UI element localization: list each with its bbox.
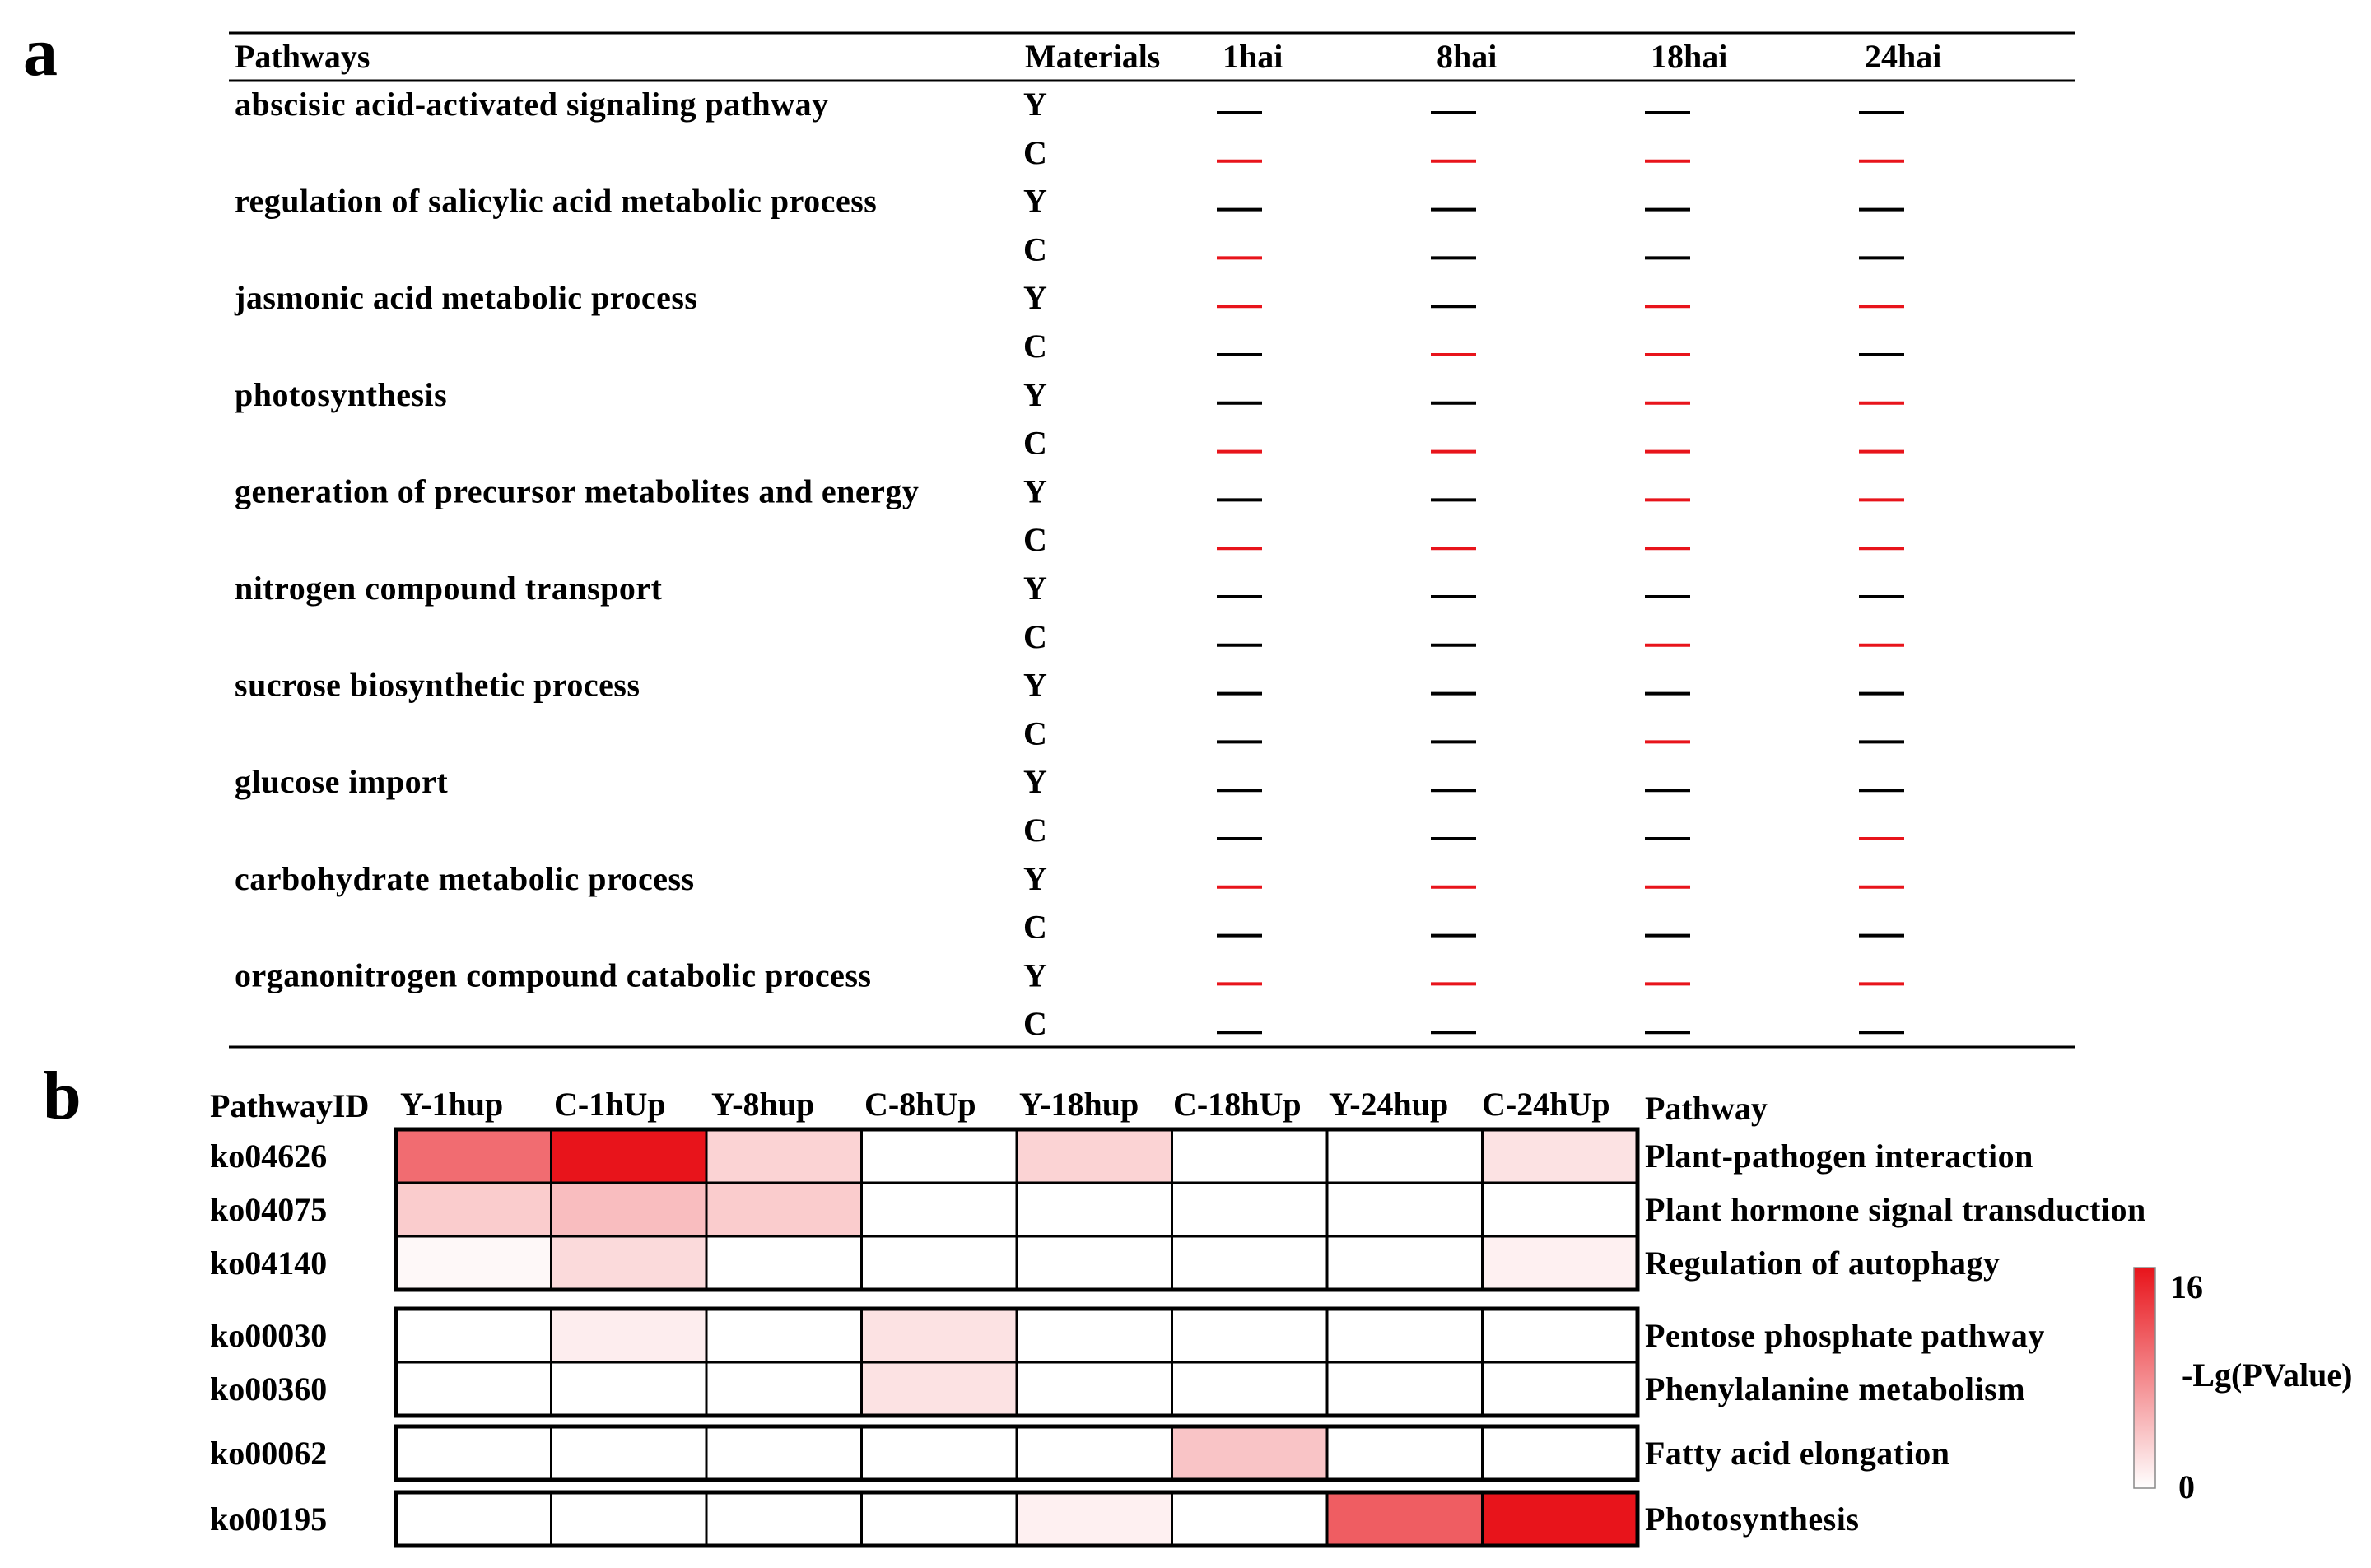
heatmap-cell bbox=[1483, 1183, 1638, 1236]
heatmap-cell bbox=[862, 1362, 1018, 1416]
heatmap-cell bbox=[396, 1183, 552, 1236]
pathway-name: Pentose phosphate pathway bbox=[1645, 1317, 2045, 1354]
heatmap-cell bbox=[1172, 1129, 1328, 1183]
heatmap-cell bbox=[862, 1183, 1018, 1236]
material-label: Y bbox=[1023, 472, 1047, 510]
heatmap-cell bbox=[1327, 1362, 1483, 1416]
heatmap-cell bbox=[1017, 1362, 1172, 1416]
pathway-id: ko00195 bbox=[210, 1501, 328, 1538]
panel-b-letter: b bbox=[43, 1058, 82, 1134]
material-label: Y bbox=[1023, 182, 1047, 220]
header-pathways: Pathways bbox=[235, 38, 370, 75]
heatmap-cell bbox=[1017, 1183, 1172, 1236]
material-label: C bbox=[1023, 230, 1047, 268]
pathway-name: Phenylalanine metabolism bbox=[1645, 1370, 2026, 1407]
colorbar-max-label: 16 bbox=[2170, 1268, 2203, 1305]
heatmap-column-label: Y-8hup bbox=[711, 1086, 815, 1123]
heatmap-cell bbox=[552, 1129, 707, 1183]
colorbar bbox=[2134, 1268, 2155, 1488]
heatmap-cell bbox=[862, 1129, 1018, 1183]
pathway-name: Plant-pathogen interaction bbox=[1645, 1138, 2033, 1175]
heatmap-cell bbox=[706, 1426, 862, 1480]
material-label: C bbox=[1023, 133, 1047, 171]
heatmap-cell bbox=[1327, 1236, 1483, 1290]
heatmap-cell bbox=[1483, 1426, 1638, 1480]
pathway-name: Regulation of autophagy bbox=[1645, 1245, 2001, 1282]
heatmap-column-label: C-8hUp bbox=[864, 1086, 976, 1123]
heatmap-cell bbox=[1017, 1492, 1172, 1546]
material-label: C bbox=[1023, 424, 1047, 462]
heatmap-cell bbox=[396, 1309, 552, 1362]
pathway-id: ko00360 bbox=[210, 1370, 328, 1407]
colorbar-title: -Lg(PValue) bbox=[2182, 1356, 2353, 1394]
material-label: Y bbox=[1023, 859, 1047, 897]
material-label: Y bbox=[1023, 763, 1047, 801]
material-label: Y bbox=[1023, 86, 1047, 123]
material-label: Y bbox=[1023, 279, 1047, 317]
material-label: C bbox=[1023, 714, 1047, 752]
heatmap-cell bbox=[552, 1362, 707, 1416]
pathway-name: Plant hormone signal transduction bbox=[1645, 1191, 2146, 1228]
heatmap-cell bbox=[552, 1309, 707, 1362]
pathway-name: Photosynthesis bbox=[1645, 1501, 1860, 1538]
header-time-8hai: 8hai bbox=[1437, 38, 1498, 75]
pathway-id: ko00030 bbox=[210, 1317, 328, 1354]
heatmap-cell bbox=[396, 1492, 552, 1546]
heatmap-cell bbox=[396, 1129, 552, 1183]
heatmap-group-frame bbox=[396, 1426, 1637, 1480]
header-time-1hai: 1hai bbox=[1223, 38, 1283, 75]
heatmap-cell bbox=[396, 1362, 552, 1416]
material-label: C bbox=[1023, 617, 1047, 655]
heatmap-cell bbox=[1017, 1236, 1172, 1290]
heatmap-cell bbox=[706, 1236, 862, 1290]
heatmap-cell bbox=[706, 1183, 862, 1236]
heatmap-cell bbox=[552, 1183, 707, 1236]
heatmap-cell bbox=[1483, 1236, 1638, 1290]
heatmap-cell bbox=[706, 1129, 862, 1183]
panel-a-letter: a bbox=[23, 14, 58, 91]
heatmap-cell bbox=[396, 1236, 552, 1290]
heatmap-cell bbox=[1017, 1426, 1172, 1480]
heatmap-cell bbox=[552, 1426, 707, 1480]
heatmap-cell bbox=[1172, 1183, 1328, 1236]
heatmap-cell bbox=[552, 1492, 707, 1546]
heatmap-cell bbox=[1483, 1309, 1638, 1362]
material-label: C bbox=[1023, 1005, 1047, 1043]
material-label: Y bbox=[1023, 666, 1047, 704]
heatmap-cell bbox=[1172, 1236, 1328, 1290]
pathway-id: ko04140 bbox=[210, 1245, 328, 1282]
heatmap-cell bbox=[1327, 1183, 1483, 1236]
pathway-name: abscisic acid-activated signaling pathway bbox=[235, 86, 829, 123]
heatmap-group-frame bbox=[396, 1492, 1637, 1546]
pathway-name: carbohydrate metabolic process bbox=[235, 859, 695, 897]
pathway-name: jasmonic acid metabolic process bbox=[235, 279, 698, 317]
pathway-name: regulation of salicylic acid metabolic process bbox=[235, 182, 878, 220]
heatmap-cell bbox=[1483, 1362, 1638, 1416]
material-label: C bbox=[1023, 328, 1047, 365]
heatmap-cell bbox=[1172, 1362, 1328, 1416]
pathway-name: organonitrogen compound catabolic process bbox=[235, 956, 872, 994]
heatmap-column-label: Y-1hup bbox=[400, 1086, 504, 1123]
heatmap-group-frame bbox=[396, 1129, 1637, 1290]
pathway-name: generation of precursor metabolites and energy bbox=[235, 472, 920, 510]
heatmap-cell bbox=[552, 1236, 707, 1290]
pathway-name: sucrose biosynthetic process bbox=[235, 666, 640, 704]
heatmap-cell bbox=[862, 1236, 1018, 1290]
heatmap-cell bbox=[1327, 1492, 1483, 1546]
material-label: Y bbox=[1023, 956, 1047, 994]
heatmap-cell bbox=[862, 1492, 1018, 1546]
material-label: C bbox=[1023, 908, 1047, 946]
material-label: C bbox=[1023, 521, 1047, 559]
heatmap-cell bbox=[1327, 1129, 1483, 1183]
header-materials: Materials bbox=[1025, 38, 1161, 75]
heatmap-group-frame bbox=[396, 1309, 1637, 1416]
heatmap-cell bbox=[1017, 1129, 1172, 1183]
heatmap-cell bbox=[396, 1426, 552, 1480]
heatmap-cell bbox=[1483, 1129, 1638, 1183]
heatmap-cell bbox=[1172, 1426, 1328, 1480]
colorbar-min-label: 0 bbox=[2178, 1468, 2195, 1505]
heatmap-column-label: C-1hUp bbox=[554, 1086, 666, 1123]
pathway-name: nitrogen compound transport bbox=[235, 570, 663, 607]
heatmap-cell bbox=[1483, 1492, 1638, 1546]
heatmap-column-label: Y-18hup bbox=[1019, 1086, 1139, 1123]
heatmap-cell bbox=[706, 1492, 862, 1546]
heatmap-cell bbox=[706, 1362, 862, 1416]
heatmap-cell bbox=[862, 1309, 1018, 1362]
pathway-id: ko04626 bbox=[210, 1138, 328, 1175]
header-time-18hai: 18hai bbox=[1651, 38, 1728, 75]
heatmap-cell bbox=[1017, 1309, 1172, 1362]
heatmap-column-label: C-18hUp bbox=[1173, 1086, 1302, 1123]
pathway-name: glucose import bbox=[235, 763, 449, 801]
heatmap-cell bbox=[1327, 1309, 1483, 1362]
heatmap-cell bbox=[862, 1426, 1018, 1480]
heatmap-column-label: C-24hUp bbox=[1482, 1086, 1610, 1123]
heatmap-row-header: PathwayID bbox=[210, 1087, 370, 1124]
pathway-name: photosynthesis bbox=[235, 375, 448, 413]
heatmap-column-label: Y-24hup bbox=[1329, 1086, 1449, 1123]
heatmap-cell bbox=[1327, 1426, 1483, 1480]
header-time-24hai: 24hai bbox=[1865, 38, 1942, 75]
pathway-id: ko00062 bbox=[210, 1435, 328, 1472]
material-label: Y bbox=[1023, 375, 1047, 413]
heatmap-cell bbox=[1172, 1492, 1328, 1546]
material-label: Y bbox=[1023, 570, 1047, 607]
heatmap-cell bbox=[1172, 1309, 1328, 1362]
material-label: C bbox=[1023, 812, 1047, 849]
heatmap-cell bbox=[706, 1309, 862, 1362]
pathway-name: Fatty acid elongation bbox=[1645, 1435, 1950, 1472]
heatmap-pathway-header: Pathway bbox=[1645, 1090, 1768, 1127]
pathway-id: ko04075 bbox=[210, 1191, 328, 1228]
